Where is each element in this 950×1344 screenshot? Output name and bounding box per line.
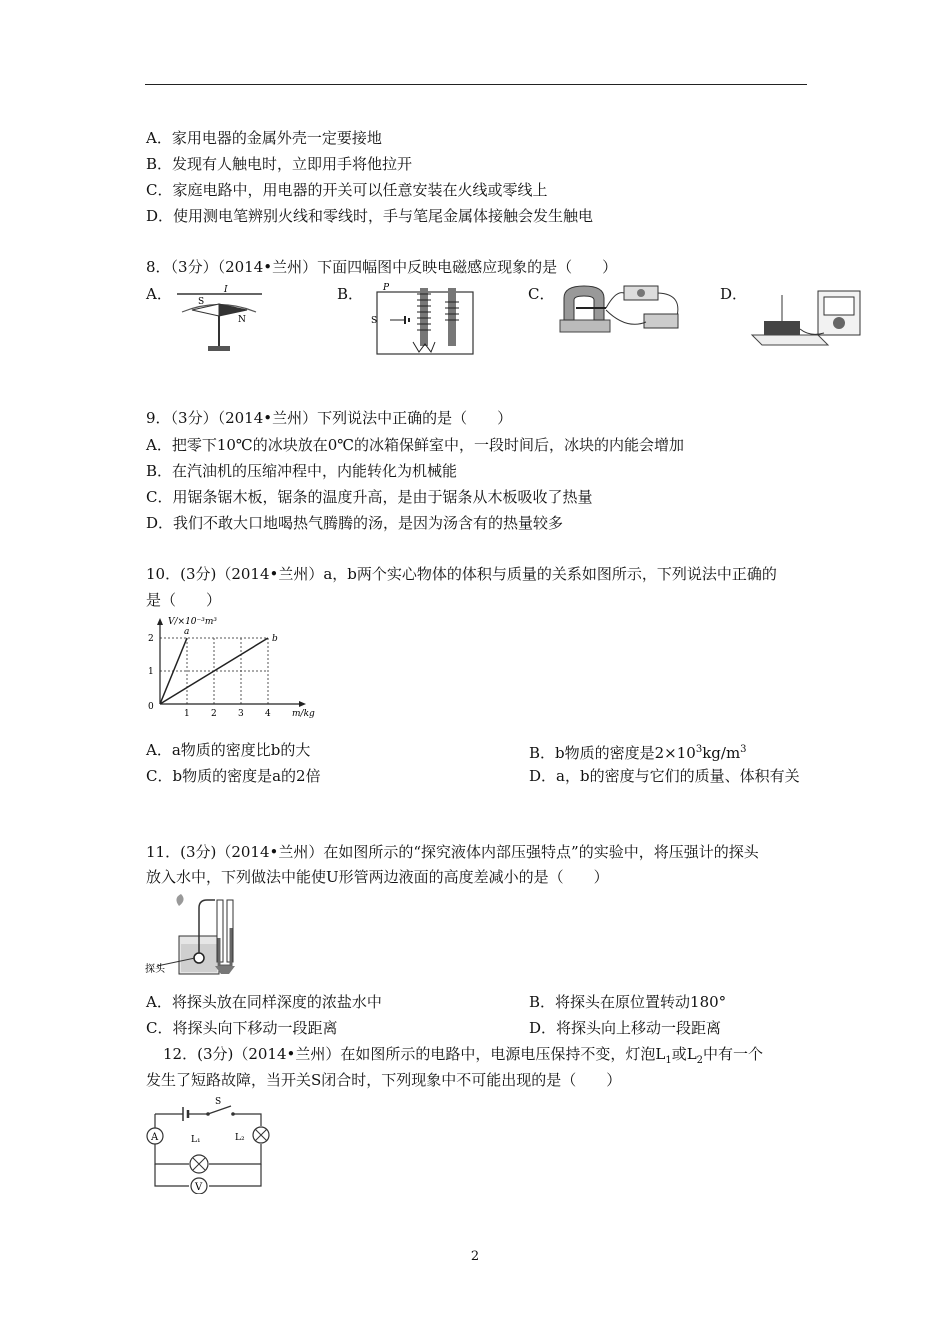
q10-volume-mass-chart — [140, 612, 325, 722]
q8a-i-label: I — [224, 285, 228, 295]
switch-s-label: S — [215, 1097, 222, 1107]
q8-label-b: B． — [337, 285, 364, 303]
q8-label-c: C． — [528, 285, 555, 303]
x-tick-label: 4 — [265, 709, 271, 719]
x-tick-label: 2 — [211, 709, 217, 719]
q11-pressure-gauge-figure — [145, 888, 245, 980]
q8b-s-label: S — [371, 316, 378, 326]
q12-circuit-figure — [143, 1094, 273, 1194]
y-axis-label: V/×10⁻³m³ — [168, 617, 218, 627]
series-label-b: b — [272, 634, 278, 644]
q12-stem-line1: 12．(3分)（2014•兰州）在如图所示的电路中，电源电压保持不变，灯泡$L_1$或$L_2$中有一个 — [163, 1045, 764, 1066]
q8-figure-d — [748, 285, 863, 353]
q10-stem-line2: 是（ ） — [146, 591, 222, 609]
ammeter-icon — [147, 1128, 163, 1144]
x-tick-label: 3 — [238, 709, 244, 719]
origin-label: 0 — [148, 702, 154, 712]
q11-probe-label: 探头 — [145, 964, 165, 975]
q8-label-a: A． — [146, 285, 172, 303]
q8a-s-label: S — [198, 297, 205, 307]
q8-figure-b — [365, 280, 475, 358]
q11-stem-line1: 11．(3分)（2014•兰州）在如图所示的“探究液体内部压强特点”的实验中，将压强计的探头 — [146, 843, 759, 861]
q12-stem-line2: 发生了短路故障，当开关S闭合时，下列现象中不可能出现的是（ ） — [146, 1071, 622, 1089]
q9-option-b: B．在汽油机的压缩冲程中，内能转化为机械能 — [146, 462, 458, 480]
q11-option-a: A．将探头放在同样深度的浓盐水中 — [146, 993, 382, 1011]
q7-option-c: C．家庭电路中，用电器的开关可以任意安装在火线或零线上 — [146, 181, 548, 199]
q8-figure-a — [172, 282, 267, 357]
q9-stem: 9．（3分）（2014•兰州）下列说法中正确的是（ ） — [146, 409, 513, 427]
x-tick-label: 1 — [184, 709, 190, 719]
page-number: 2 — [470, 1249, 480, 1264]
q10-option-a: A．a物质的密度比b的大 — [146, 741, 311, 759]
q7-option-a: A．家用电器的金属外壳一定要接地 — [146, 129, 382, 147]
q7-option-d: D．使用测电笔辨别火线和零线时，手与笔尾金属体接触会发生触电 — [146, 207, 594, 225]
q9-option-c: C．用锯条锯木板，锯条的温度升高，是由于锯条从木板吸收了热量 — [146, 488, 593, 506]
q10-option-d: D．a，b的密度与它们的质量、体积有关 — [529, 767, 800, 785]
q8-label-d: D． — [720, 285, 748, 303]
q11-option-b: B．将探头在原位置转动180° — [529, 993, 727, 1011]
q8b-p-label: P — [383, 283, 390, 293]
l1-label: L₁ — [191, 1135, 201, 1145]
q11-option-d: D．将探头向上移动一段距离 — [529, 1019, 722, 1037]
svg-text:A: A — [151, 1132, 159, 1143]
q10-stem-line1: 10．(3分)（2014•兰州）a，b两个实心物体的体积与质量的关系如图所示，下列说法中正确的 — [146, 565, 777, 583]
q9-option-d: D．我们不敢大口地喝热气腾腾的汤，是因为汤含有的热量较多 — [146, 514, 564, 532]
lamp-l1-icon — [190, 1155, 208, 1173]
q8-figure-c — [556, 280, 691, 338]
q8-stem: 8．（3分）（2014•兰州）下面四幅图中反映电磁感应现象的是（ ） — [146, 258, 618, 276]
x-axis-label: m/kg — [292, 709, 315, 719]
lamp-l2-icon — [253, 1127, 269, 1143]
q8a-n-label: N — [238, 315, 246, 325]
voltmeter-icon — [191, 1178, 207, 1194]
q11-option-c: C．将探头向下移动一段距离 — [146, 1019, 338, 1037]
l2-label: L₂ — [235, 1133, 245, 1143]
q11-stem-line2: 放入水中，下列做法中能使U形管两边液面的高度差减小的是（ ） — [146, 868, 609, 886]
y-tick-label: 2 — [148, 634, 154, 644]
q9-option-a: A．把零下10℃的冰块放在0℃的冰箱保鲜室中，一段时间后，冰块的内能会增加 — [146, 436, 685, 454]
q7-option-b: B．发现有人触电时，立即用手将他拉开 — [146, 155, 413, 173]
y-tick-label: 1 — [148, 667, 154, 677]
svg-text:V: V — [195, 1182, 203, 1193]
q10-option-c: C．b物质的密度是a的2倍 — [146, 767, 321, 785]
series-label-a: a — [184, 627, 190, 637]
q10-option-b: B．b物质的密度是$2\times 10^3kg/m^3$ — [529, 744, 747, 762]
header-rule — [145, 84, 807, 85]
